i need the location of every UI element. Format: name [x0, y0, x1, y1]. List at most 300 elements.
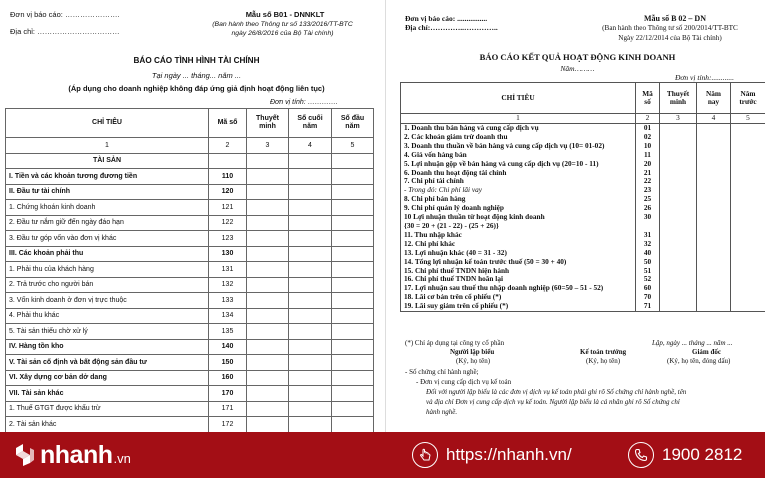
empty-cell: [697, 231, 731, 240]
page-divider: [385, 0, 386, 432]
empty-cell: [332, 293, 374, 309]
empty-cell: [247, 231, 289, 247]
table-row: [401, 284, 765, 293]
row-code: 133: [209, 293, 247, 309]
empty-cell: [247, 308, 289, 324]
empty-cell: [731, 124, 765, 133]
row-code: 132: [209, 277, 247, 293]
empty-cell: [247, 153, 289, 169]
empty-cell: [660, 284, 697, 293]
table-row: [6, 246, 374, 262]
row-code: 11: [636, 151, 660, 160]
table-row: [401, 231, 765, 240]
empty-cell: [332, 200, 374, 216]
empty-cell: [247, 324, 289, 340]
row-label: VI. Xây dựng cơ bản dở dang: [6, 370, 209, 386]
website-link[interactable]: [412, 442, 572, 468]
empty-cell: [289, 308, 332, 324]
col-number: 2: [636, 114, 660, 124]
empty-cell: [731, 186, 765, 195]
empty-cell: [332, 169, 374, 185]
table-row: [6, 169, 374, 185]
row-code: 60: [636, 284, 660, 293]
empty-cell: [332, 215, 374, 231]
empty-cell: [660, 249, 697, 258]
row-label: 4. Giá vốn hàng bán: [401, 151, 636, 160]
empty-cell: [697, 195, 731, 204]
row-code: 123: [209, 231, 247, 247]
empty-cell: [731, 151, 765, 160]
empty-cell: [289, 355, 332, 371]
table-row: [401, 267, 765, 276]
row-code: 71: [636, 302, 660, 311]
row-label: 19. Lãi suy giảm trên cổ phiếu (*): [401, 302, 636, 311]
row-label: 1. Thuế GTGT được khấu trừ: [6, 401, 209, 417]
row-code: 52: [636, 275, 660, 284]
row-label: 13. Lợi nhuận khác (40 = 31 - 32): [401, 249, 636, 258]
empty-cell: [731, 222, 765, 231]
col-header: Thuyết minh: [660, 83, 697, 114]
report-title: BÁO CÁO KẾT QUẢ HOẠT ĐỘNG KINH DOANH: [479, 52, 676, 62]
empty-cell: [247, 200, 289, 216]
row-label: 1. Doanh thu bán hàng và cung cấp dịch vụ: [401, 124, 636, 133]
col-number: 1: [6, 138, 209, 154]
empty-cell: [332, 262, 374, 278]
table-row: [401, 160, 765, 169]
row-code: 170: [209, 386, 247, 402]
website-url: https://nhanh.vn/: [446, 445, 572, 464]
row-label: 11. Thu nhập khác: [401, 231, 636, 240]
empty-cell: [289, 417, 332, 433]
footnote: (*) Chỉ áp dụng tại công ty cổ phần: [405, 339, 505, 347]
empty-cell: [289, 277, 332, 293]
signer-role: Người lập biểu: [450, 348, 495, 356]
row-label: 1. Phải thu của khách hàng: [6, 262, 209, 278]
row-label: 1. Chứng khoán kinh doanh: [6, 200, 209, 216]
empty-cell: [660, 133, 697, 142]
row-code: 135: [209, 324, 247, 340]
table-row: [401, 258, 765, 267]
note-line: Đối với người lập biểu là các đơn vị dịch vụ kế toán phải ghi rõ Số chứng chỉ hành nghề, tên: [426, 388, 687, 396]
empty-cell: [697, 169, 731, 178]
col-number: 1: [401, 114, 636, 124]
income-table: [400, 82, 765, 312]
empty-cell: [332, 339, 374, 355]
empty-cell: [731, 258, 765, 267]
empty-cell: [289, 370, 332, 386]
row-label: V. Tài sản cố định và bất động sản đầu tư: [6, 355, 209, 371]
row-label: 17. Lợi nhuận sau thuế thu nhập doanh nghiệp (60=50 – 51 - 52): [401, 284, 636, 293]
report-date: Tại ngày ... tháng... năm ...: [151, 71, 242, 80]
empty-cell: [247, 215, 289, 231]
section-row: [6, 153, 374, 169]
empty-cell: [247, 262, 289, 278]
row-label: I. Tiền và các khoản tương đương tiền: [6, 169, 209, 185]
empty-cell: [289, 169, 332, 185]
address: Địa chỉ: ……………………………: [10, 27, 120, 36]
row-code: 130: [209, 246, 247, 262]
empty-cell: [697, 160, 731, 169]
row-label: 12. Chi phí khác: [401, 240, 636, 249]
row-label: 9. Chi phí quản lý doanh nghiệp: [401, 204, 636, 213]
col-number: 4: [697, 114, 731, 124]
table-row: [6, 231, 374, 247]
empty-cell: [731, 204, 765, 213]
nhanh-logo-icon: [12, 442, 38, 468]
row-label: 8. Chi phí bán hàng: [401, 195, 636, 204]
row-code: 150: [209, 355, 247, 371]
table-row: [401, 275, 765, 284]
col-header: CHỈ TIÊU: [6, 109, 209, 138]
row-label: 10 Lợi nhuận thuần từ hoạt động kinh doanh: [401, 213, 636, 222]
empty-cell: [660, 240, 697, 249]
row-label: - Trong đó: Chi phí lãi vay: [401, 186, 636, 195]
col-number: 4: [289, 138, 332, 154]
circular-date: ngày 26/8/2016 của Bộ Tài chính): [231, 30, 334, 37]
table-row: [401, 249, 765, 258]
cert-line: - Số chứng chỉ hành nghề;: [405, 368, 479, 376]
empty-cell: [660, 222, 697, 231]
table-row: [401, 169, 765, 178]
row-code: 23: [636, 186, 660, 195]
table-row: [401, 195, 765, 204]
empty-cell: [332, 184, 374, 200]
row-code: 131: [209, 262, 247, 278]
empty-cell: [289, 293, 332, 309]
empty-cell: [660, 124, 697, 133]
table-row: [401, 186, 765, 195]
empty-cell: [697, 284, 731, 293]
empty-cell: [731, 293, 765, 302]
row-label: III. Các khoản phải thu: [6, 246, 209, 262]
row-code: 121: [209, 200, 247, 216]
empty-cell: [697, 258, 731, 267]
address: Địa chỉ:…………..…………..: [405, 23, 498, 32]
row-label: 18. Lãi cơ bản trên cổ phiếu (*): [401, 293, 636, 302]
row-code: 140: [209, 339, 247, 355]
empty-cell: [731, 267, 765, 276]
table-row: [6, 355, 374, 371]
empty-cell: [660, 213, 697, 222]
table-row: [6, 308, 374, 324]
empty-cell: [697, 151, 731, 160]
empty-cell: [660, 275, 697, 284]
row-label: 3. Đầu tư góp vốn vào đơn vị khác: [6, 231, 209, 247]
table-row: [401, 240, 765, 249]
empty-cell: [247, 370, 289, 386]
empty-cell: [697, 213, 731, 222]
row-code: 32: [636, 240, 660, 249]
financial-position-report: [0, 0, 383, 432]
row-label: 4. Phải thu khác: [6, 308, 209, 324]
row-label: 5. Lợi nhuận gộp về bán hàng và cung cấp dịch vụ (20=10 - 11): [401, 160, 636, 169]
empty-cell: [289, 215, 332, 231]
hotline[interactable]: [628, 442, 742, 468]
empty-cell: [289, 324, 332, 340]
brand-logo[interactable]: [12, 441, 131, 469]
form-number: Mẫu số B01 - DNNKLT: [245, 10, 325, 19]
currency-unit: Đơn vị tính: ………….: [270, 99, 338, 106]
form-number: Mẫu số B 02 – DN: [643, 14, 706, 23]
row-code: 31: [636, 231, 660, 240]
empty-cell: [731, 195, 765, 204]
empty-cell: [697, 222, 731, 231]
note-line: và địa chỉ Đơn vị cung cấp dịch vụ kế toán. Người lập biểu là cá nhân ghi rõ Số chứng chỉ: [426, 398, 680, 406]
empty-cell: [731, 177, 765, 186]
empty-cell: [731, 169, 765, 178]
empty-cell: [660, 195, 697, 204]
empty-cell: [332, 231, 374, 247]
row-code: 171: [209, 401, 247, 417]
row-label: 2. Các khoản giảm trừ doanh thu: [401, 133, 636, 142]
row-label: VII. Tài sản khác: [6, 386, 209, 402]
empty-cell: [247, 277, 289, 293]
footer-banner: [0, 432, 765, 478]
empty-cell: [660, 151, 697, 160]
empty-cell: [332, 153, 374, 169]
col-number: 3: [247, 138, 289, 154]
table-row: [6, 386, 374, 402]
circular-note: (Ban hành theo Thông tư số 200/2014/TT-BTC: [602, 24, 738, 32]
col-number: 5: [731, 114, 765, 124]
empty-cell: [247, 339, 289, 355]
empty-cell: [660, 160, 697, 169]
brand-suffix: .vn: [113, 451, 131, 466]
empty-cell: [731, 142, 765, 151]
table-row: [6, 262, 374, 278]
col-header: CHỈ TIÊU: [401, 83, 636, 114]
signer-sub: (Ký, họ tên, đóng dấu): [667, 357, 731, 365]
row-code: 21: [636, 169, 660, 178]
empty-cell: [247, 355, 289, 371]
empty-cell: [247, 246, 289, 262]
empty-cell: [697, 293, 731, 302]
empty-cell: [247, 293, 289, 309]
empty-cell: [247, 169, 289, 185]
row-code: [636, 222, 660, 231]
row-label: 7. Chi phí tài chính: [401, 177, 636, 186]
empty-cell: [247, 184, 289, 200]
col-header: Mã số: [209, 109, 247, 138]
empty-cell: [332, 386, 374, 402]
pointer-hand-icon: [412, 442, 438, 468]
empty-cell: [731, 275, 765, 284]
row-code: 51: [636, 267, 660, 276]
table-row: [6, 339, 374, 355]
row-code: 10: [636, 142, 660, 151]
reporting-unit: Đơn vị báo cáo: ................: [405, 14, 488, 23]
empty-cell: [332, 370, 374, 386]
row-label: {30 = 20 + (21 - 22) - (25 + 26)}: [401, 222, 636, 231]
row-code: 20: [636, 160, 660, 169]
table-row: [6, 370, 374, 386]
row-code: 30: [636, 213, 660, 222]
table-row: [6, 277, 374, 293]
signer-role: Giám đốc: [692, 348, 721, 356]
table-row: [6, 215, 374, 231]
column-number-row: [6, 138, 374, 154]
row-code: 02: [636, 133, 660, 142]
empty-cell: [731, 240, 765, 249]
empty-cell: [332, 417, 374, 433]
table-row: [401, 177, 765, 186]
empty-cell: [289, 386, 332, 402]
empty-cell: [332, 277, 374, 293]
empty-cell: [660, 293, 697, 302]
signer-sub: (Ký, họ tên): [586, 357, 621, 365]
table-row: [6, 324, 374, 340]
table-row: [6, 200, 374, 216]
column-number-row: [401, 114, 765, 124]
row-code: 01: [636, 124, 660, 133]
row-label: 16. Chi phí thuế TNDN hoãn lại: [401, 275, 636, 284]
col-number: 3: [660, 114, 697, 124]
col-header: Thuyết minh: [247, 109, 289, 138]
row-label: 6. Doanh thu hoạt động tài chính: [401, 169, 636, 178]
reporting-unit: Đơn vị báo cáo: ………………….: [10, 10, 120, 19]
empty-cell: [731, 302, 765, 311]
row-code: 160: [209, 370, 247, 386]
empty-cell: [697, 124, 731, 133]
col-number: 2: [209, 138, 247, 154]
empty-cell: [731, 213, 765, 222]
empty-cell: [247, 417, 289, 433]
row-code: 50: [636, 258, 660, 267]
empty-cell: [731, 133, 765, 142]
row-code: 26: [636, 204, 660, 213]
empty-cell: [209, 153, 247, 169]
row-label: 5. Tài sản thiếu chờ xử lý: [6, 324, 209, 340]
col-header: Mã số: [636, 83, 660, 114]
row-code: 70: [636, 293, 660, 302]
col-header: Năm trước: [731, 83, 765, 114]
note-line: hành nghề.: [426, 408, 458, 416]
empty-cell: [289, 339, 332, 355]
empty-cell: [289, 231, 332, 247]
empty-cell: [289, 153, 332, 169]
empty-cell: [332, 355, 374, 371]
empty-cell: [289, 184, 332, 200]
row-label: 2. Đầu tư nắm giữ đến ngày đáo hạn: [6, 215, 209, 231]
table-row: [401, 213, 765, 222]
empty-cell: [289, 200, 332, 216]
row-code: 110: [209, 169, 247, 185]
report-year: Năm………: [560, 64, 595, 73]
table-row: [401, 124, 765, 133]
empty-cell: [731, 231, 765, 240]
empty-cell: [697, 267, 731, 276]
circular-date: Ngày 22/12/2014 của Bộ Tài chính): [618, 34, 722, 42]
row-label: 14. Tổng lợi nhuận kế toán trước thuế (50 = 30 + 40): [401, 258, 636, 267]
col-header: Năm nay: [697, 83, 731, 114]
empty-cell: [697, 302, 731, 311]
empty-cell: [660, 169, 697, 178]
row-code: 25: [636, 195, 660, 204]
section-label: TÀI SẢN: [6, 153, 209, 169]
table-row: [401, 222, 765, 231]
row-code: 122: [209, 215, 247, 231]
table-row: [6, 184, 374, 200]
service-line: - Đơn vị cung cấp dịch vụ kế toán: [416, 378, 512, 386]
col-header: Số đầu năm: [332, 109, 374, 138]
apply-note: (Áp dụng cho doanh nghiệp không đáp ứng giả định hoạt động liên tục): [68, 84, 325, 93]
report-title: BÁO CÁO TÌNH HÌNH TÀI CHÍNH: [133, 56, 260, 65]
date-place: Lập, ngày ... tháng ... năm ...: [652, 339, 733, 347]
row-code: 172: [209, 417, 247, 433]
empty-cell: [731, 284, 765, 293]
balance-table: [5, 108, 374, 432]
table-row: [401, 142, 765, 151]
row-label: II. Đầu tư tài chính: [6, 184, 209, 200]
table-row: [6, 417, 374, 433]
col-number: 5: [332, 138, 374, 154]
empty-cell: [332, 324, 374, 340]
signer-sub: (Ký, họ tên): [456, 357, 491, 365]
row-code: 22: [636, 177, 660, 186]
empty-cell: [660, 231, 697, 240]
empty-cell: [247, 401, 289, 417]
empty-cell: [697, 249, 731, 258]
empty-cell: [697, 240, 731, 249]
row-label: IV. Hàng tồn kho: [6, 339, 209, 355]
empty-cell: [697, 186, 731, 195]
table-row: [401, 204, 765, 213]
empty-cell: [660, 186, 697, 195]
empty-cell: [247, 386, 289, 402]
business-results-report: [390, 0, 765, 432]
row-label: 3. Vốn kinh doanh ở đơn vị trực thuộc: [6, 293, 209, 309]
table-row: [401, 293, 765, 302]
phone-icon: [628, 442, 654, 468]
row-label: 15. Chi phí thuế TNDN hiện hành: [401, 267, 636, 276]
table-row: [6, 293, 374, 309]
table-row: [401, 133, 765, 142]
row-label: 2. Trả trước cho người bán: [6, 277, 209, 293]
empty-cell: [697, 177, 731, 186]
empty-cell: [289, 246, 332, 262]
empty-cell: [332, 401, 374, 417]
empty-cell: [660, 302, 697, 311]
empty-cell: [731, 160, 765, 169]
empty-cell: [660, 142, 697, 151]
row-label: 2. Tài sản khác: [6, 417, 209, 433]
empty-cell: [660, 204, 697, 213]
empty-cell: [660, 177, 697, 186]
empty-cell: [697, 133, 731, 142]
circular-note: (Ban hành theo Thông tư số 133/2016/TT-BTC: [212, 21, 353, 28]
phone-number: 1900 2812: [662, 445, 743, 464]
empty-cell: [697, 204, 731, 213]
table-row: [401, 151, 765, 160]
empty-cell: [660, 267, 697, 276]
col-header: Số cuối năm: [289, 109, 332, 138]
table-row: [401, 302, 765, 311]
brand-name: nhanh: [40, 440, 113, 469]
empty-cell: [332, 246, 374, 262]
currency-unit: Đơn vị tính:............: [675, 73, 734, 82]
empty-cell: [332, 308, 374, 324]
row-label: 3. Doanh thu thuần về bán hàng và cung cấp dịch vụ (10= 01-02): [401, 142, 636, 151]
table-row: [6, 401, 374, 417]
empty-cell: [660, 258, 697, 267]
row-code: 120: [209, 184, 247, 200]
empty-cell: [731, 249, 765, 258]
row-code: 134: [209, 308, 247, 324]
signer-role: Kế toán trưởng: [580, 348, 627, 356]
empty-cell: [697, 142, 731, 151]
row-code: 40: [636, 249, 660, 258]
empty-cell: [697, 275, 731, 284]
